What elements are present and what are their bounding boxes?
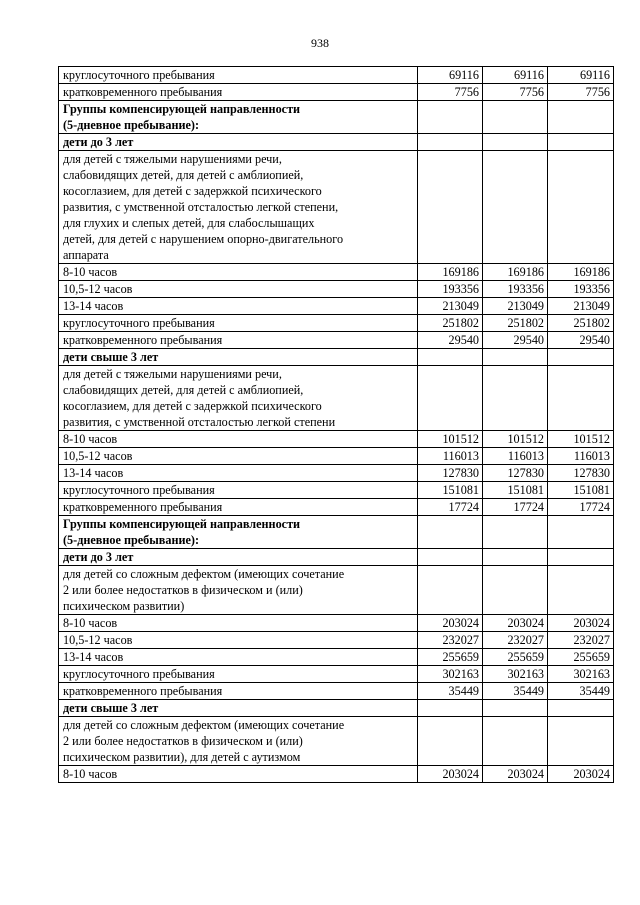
table-row xyxy=(59,101,614,134)
label-cell: 13-14 часов xyxy=(59,465,418,482)
value-cell-3: 35449 xyxy=(548,683,614,700)
value-cell-1: 127830 xyxy=(418,465,483,482)
value-cell-3 xyxy=(548,349,614,366)
value-cell-3: 169186 xyxy=(548,264,614,281)
value-cell-3: 203024 xyxy=(548,766,614,783)
value-cell-1: 251802 xyxy=(418,315,483,332)
section-heading-cell: дети до 3 лет xyxy=(59,134,418,151)
value-cell-3 xyxy=(548,549,614,566)
value-cell-3: 29540 xyxy=(548,332,614,349)
value-cell-1: 203024 xyxy=(418,615,483,632)
table-row xyxy=(59,349,614,366)
label-cell: 13-14 часов xyxy=(59,298,418,315)
section-heading-cell: дети свыше 3 лет xyxy=(59,700,418,717)
value-cell-3: 203024 xyxy=(548,615,614,632)
label-cell: 13-14 часов xyxy=(59,649,418,666)
value-cell-1 xyxy=(418,151,483,264)
table-body xyxy=(59,67,614,783)
label-cell: для детей со сложным дефектом (имеющих сочетание 2 или более недостатков в физическом и (или) психическом развитии), для детей с аутизмом xyxy=(59,717,418,766)
table-row xyxy=(59,549,614,566)
value-cell-2: 69116 xyxy=(483,67,548,84)
value-cell-3: 116013 xyxy=(548,448,614,465)
value-cell-1: 101512 xyxy=(418,431,483,448)
value-cell-2: 169186 xyxy=(483,264,548,281)
value-cell-1 xyxy=(418,549,483,566)
value-cell-1: 203024 xyxy=(418,766,483,783)
label-cell: круглосуточного пребывания xyxy=(59,666,418,683)
label-cell: 8-10 часов xyxy=(59,431,418,448)
value-cell-1: 255659 xyxy=(418,649,483,666)
label-cell: кратковременного пребывания xyxy=(59,84,418,101)
table-row xyxy=(59,298,614,315)
label-cell: 8-10 часов xyxy=(59,264,418,281)
value-cell-1 xyxy=(418,349,483,366)
table-row xyxy=(59,67,614,84)
label-cell: 10,5-12 часов xyxy=(59,448,418,465)
table-row xyxy=(59,134,614,151)
value-cell-1: 193356 xyxy=(418,281,483,298)
value-cell-3: 232027 xyxy=(548,632,614,649)
label-cell: круглосуточного пребывания xyxy=(59,315,418,332)
label-cell: кратковременного пребывания xyxy=(59,499,418,516)
value-cell-2: 302163 xyxy=(483,666,548,683)
table-row xyxy=(59,649,614,666)
value-cell-1: 302163 xyxy=(418,666,483,683)
section-heading-cell: дети свыше 3 лет xyxy=(59,349,418,366)
value-cell-2: 251802 xyxy=(483,315,548,332)
label-cell: 8-10 часов xyxy=(59,766,418,783)
table-row xyxy=(59,315,614,332)
label-cell: кратковременного пребывания xyxy=(59,332,418,349)
value-cell-3 xyxy=(548,366,614,431)
value-cell-3 xyxy=(548,101,614,134)
value-cell-2: 203024 xyxy=(483,615,548,632)
value-cell-3: 193356 xyxy=(548,281,614,298)
value-cell-1 xyxy=(418,516,483,549)
table-row xyxy=(59,465,614,482)
value-cell-3: 101512 xyxy=(548,431,614,448)
table-row xyxy=(59,281,614,298)
value-cell-3: 17724 xyxy=(548,499,614,516)
table-row xyxy=(59,615,614,632)
value-cell-1: 169186 xyxy=(418,264,483,281)
value-cell-3: 302163 xyxy=(548,666,614,683)
table-row xyxy=(59,151,614,264)
value-cell-2: 7756 xyxy=(483,84,548,101)
value-cell-2 xyxy=(483,366,548,431)
value-cell-3: 151081 xyxy=(548,482,614,499)
value-cell-1: 7756 xyxy=(418,84,483,101)
table-row xyxy=(59,717,614,766)
value-cell-2: 213049 xyxy=(483,298,548,315)
value-cell-3 xyxy=(548,717,614,766)
table-row xyxy=(59,366,614,431)
value-cell-2 xyxy=(483,717,548,766)
value-cell-2: 203024 xyxy=(483,766,548,783)
value-cell-1 xyxy=(418,101,483,134)
value-cell-1 xyxy=(418,566,483,615)
table-row xyxy=(59,431,614,448)
value-cell-1 xyxy=(418,717,483,766)
value-cell-1: 116013 xyxy=(418,448,483,465)
value-cell-2 xyxy=(483,134,548,151)
table-row xyxy=(59,683,614,700)
section-heading-cell: дети до 3 лет xyxy=(59,549,418,566)
value-cell-2: 116013 xyxy=(483,448,548,465)
value-cell-3 xyxy=(548,134,614,151)
table-row xyxy=(59,632,614,649)
table-row xyxy=(59,566,614,615)
value-cell-1: 232027 xyxy=(418,632,483,649)
value-cell-2: 101512 xyxy=(483,431,548,448)
value-cell-3 xyxy=(548,566,614,615)
table-row xyxy=(59,448,614,465)
page-number: 938 xyxy=(311,36,329,50)
label-cell: кратковременного пребывания xyxy=(59,683,418,700)
label-cell: для детей со сложным дефектом (имеющих сочетание 2 или более недостатков в физическом и (или) психическом развитии) xyxy=(59,566,418,615)
table-row xyxy=(59,84,614,101)
value-cell-3: 127830 xyxy=(548,465,614,482)
label-cell: для детей с тяжелыми нарушениями речи, слабовидящих детей, для детей с амблиопией, косоглазием, для детей с задержкой психического развития, с умственной отсталостью легкой степени, для глухих и слепых детей, для слабослышащих детей, для детей с нарушением опорно-двигательного аппарата xyxy=(59,151,418,264)
value-cell-1: 29540 xyxy=(418,332,483,349)
table-row xyxy=(59,516,614,549)
value-cell-2 xyxy=(483,566,548,615)
value-cell-2: 35449 xyxy=(483,683,548,700)
table-row xyxy=(59,482,614,499)
label-cell: 10,5-12 часов xyxy=(59,281,418,298)
value-cell-2: 17724 xyxy=(483,499,548,516)
value-cell-2 xyxy=(483,151,548,264)
value-cell-1 xyxy=(418,134,483,151)
value-cell-2 xyxy=(483,101,548,134)
value-cell-3: 255659 xyxy=(548,649,614,666)
label-cell: круглосуточного пребывания xyxy=(59,482,418,499)
value-cell-3 xyxy=(548,151,614,264)
label-cell: для детей с тяжелыми нарушениями речи, слабовидящих детей, для детей с амблиопией, косоглазием, для детей с задержкой психического развития, с умственной отсталостью легкой степени xyxy=(59,366,418,431)
value-cell-2: 193356 xyxy=(483,281,548,298)
label-cell: 10,5-12 часов xyxy=(59,632,418,649)
value-cell-3 xyxy=(548,700,614,717)
value-cell-1: 151081 xyxy=(418,482,483,499)
value-cell-1: 69116 xyxy=(418,67,483,84)
value-cell-3: 69116 xyxy=(548,67,614,84)
value-cell-3: 213049 xyxy=(548,298,614,315)
label-cell: 8-10 часов xyxy=(59,615,418,632)
value-cell-3 xyxy=(548,516,614,549)
value-cell-2: 127830 xyxy=(483,465,548,482)
section-heading-cell: Группы компенсирующей направленности (5-дневное пребывание): xyxy=(59,101,418,134)
value-cell-2 xyxy=(483,700,548,717)
value-cell-2: 151081 xyxy=(483,482,548,499)
table-row xyxy=(59,499,614,516)
label-cell: круглосуточного пребывания xyxy=(59,67,418,84)
tariff-table xyxy=(58,66,614,783)
value-cell-3: 251802 xyxy=(548,315,614,332)
table-row xyxy=(59,766,614,783)
value-cell-2: 255659 xyxy=(483,649,548,666)
value-cell-2: 29540 xyxy=(483,332,548,349)
section-heading-cell: Группы компенсирующей направленности (5-дневное пребывание): xyxy=(59,516,418,549)
value-cell-3: 7756 xyxy=(548,84,614,101)
value-cell-1 xyxy=(418,700,483,717)
value-cell-1: 35449 xyxy=(418,683,483,700)
value-cell-2 xyxy=(483,516,548,549)
value-cell-1: 213049 xyxy=(418,298,483,315)
value-cell-1: 17724 xyxy=(418,499,483,516)
table-row xyxy=(59,332,614,349)
value-cell-1 xyxy=(418,366,483,431)
value-cell-2: 232027 xyxy=(483,632,548,649)
table-row xyxy=(59,264,614,281)
value-cell-2 xyxy=(483,349,548,366)
table-row xyxy=(59,700,614,717)
table-row xyxy=(59,666,614,683)
value-cell-2 xyxy=(483,549,548,566)
